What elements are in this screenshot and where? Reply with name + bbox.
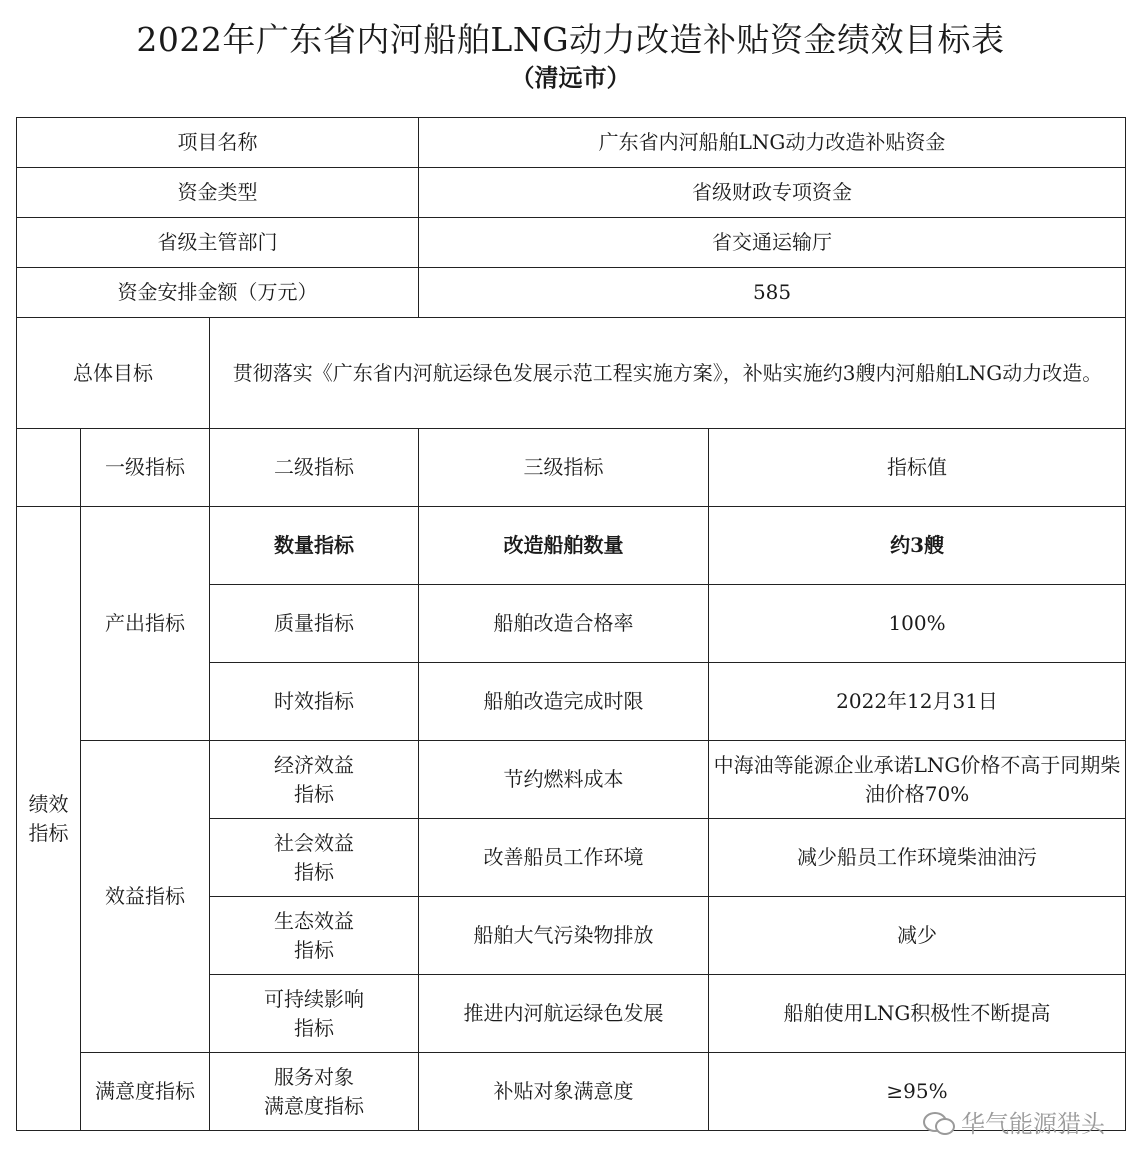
level3-cell: 节约燃料成本 [419, 741, 709, 819]
project-name-value: 广东省内河船舶LNG动力改造补贴资金 [419, 118, 1126, 168]
watermark-text: 华气能源猎头 [961, 1110, 1105, 1138]
department-label: 省级主管部门 [17, 218, 419, 268]
department-value: 省交通运输厅 [419, 218, 1126, 268]
performance-table [16, 117, 1126, 1131]
row-indicator-headers [17, 429, 1126, 507]
level3-cell: 船舶改造完成时限 [419, 663, 709, 741]
header-value: 指标值 [709, 429, 1126, 507]
header-level3: 三级指标 [419, 429, 709, 507]
watermark [923, 1104, 1105, 1139]
page-subtitle: （清远市） [510, 63, 631, 92]
performance-indicator-group: 绩效 指标 [17, 507, 81, 1131]
value-cell: 减少 [709, 897, 1126, 975]
value-cell: 减少船员工作环境柴油油污 [709, 819, 1126, 897]
level3-cell: 推进内河航运绿色发展 [419, 975, 709, 1053]
level3-cell: 补贴对象满意度 [419, 1053, 709, 1131]
page-title: 2022年广东省内河船舶LNG动力改造补贴资金绩效目标表 [136, 20, 1005, 59]
value-cell: 2022年12月31日 [709, 663, 1126, 741]
table-row [17, 741, 1126, 819]
amount-label: 资金安排金额（万元） [17, 268, 419, 318]
level2-cell: 数量指标 [210, 507, 419, 585]
value-cell: 约3艘 [709, 507, 1126, 585]
level1-output: 产出指标 [81, 507, 210, 741]
level2-cell: 可持续影响 指标 [210, 975, 419, 1053]
wechat-icon [923, 1110, 953, 1134]
table-row [17, 507, 1126, 585]
blank-cell [17, 429, 81, 507]
amount-value: 585 [419, 268, 1126, 318]
header-level1: 一级指标 [81, 429, 210, 507]
value-cell: ≥95% [709, 1053, 1126, 1131]
level1-benefit: 效益指标 [81, 741, 210, 1053]
overall-goal-label: 总体目标 [17, 318, 210, 429]
level3-cell: 船舶改造合格率 [419, 585, 709, 663]
fund-type-label: 资金类型 [17, 168, 419, 218]
level3-cell: 船舶大气污染物排放 [419, 897, 709, 975]
value-cell: 中海油等能源企业承诺LNG价格不高于同期柴油价格70% [709, 741, 1126, 819]
level2-cell: 时效指标 [210, 663, 419, 741]
level2-cell: 质量指标 [210, 585, 419, 663]
level2-cell: 经济效益 指标 [210, 741, 419, 819]
row-department [17, 218, 1126, 268]
value-cell: 船舶使用LNG积极性不断提高 [709, 975, 1126, 1053]
row-project-name [17, 118, 1126, 168]
fund-type-value: 省级财政专项资金 [419, 168, 1126, 218]
row-amount [17, 268, 1126, 318]
level3-cell: 改善船员工作环境 [419, 819, 709, 897]
level1-satisfaction: 满意度指标 [81, 1053, 210, 1131]
level3-cell: 改造船舶数量 [419, 507, 709, 585]
value-cell: 100% [709, 585, 1126, 663]
overall-goal-value: 贯彻落实《广东省内河航运绿色发展示范工程实施方案》，补贴实施约3艘内河船舶LNG动力改造。 [210, 318, 1126, 429]
level2-cell: 服务对象 满意度指标 [210, 1053, 419, 1131]
row-overall-goal [17, 318, 1126, 429]
row-fund-type [17, 168, 1126, 218]
level2-cell: 生态效益 指标 [210, 897, 419, 975]
header-level2: 二级指标 [210, 429, 419, 507]
level2-cell: 社会效益 指标 [210, 819, 419, 897]
project-name-label: 项目名称 [17, 118, 419, 168]
